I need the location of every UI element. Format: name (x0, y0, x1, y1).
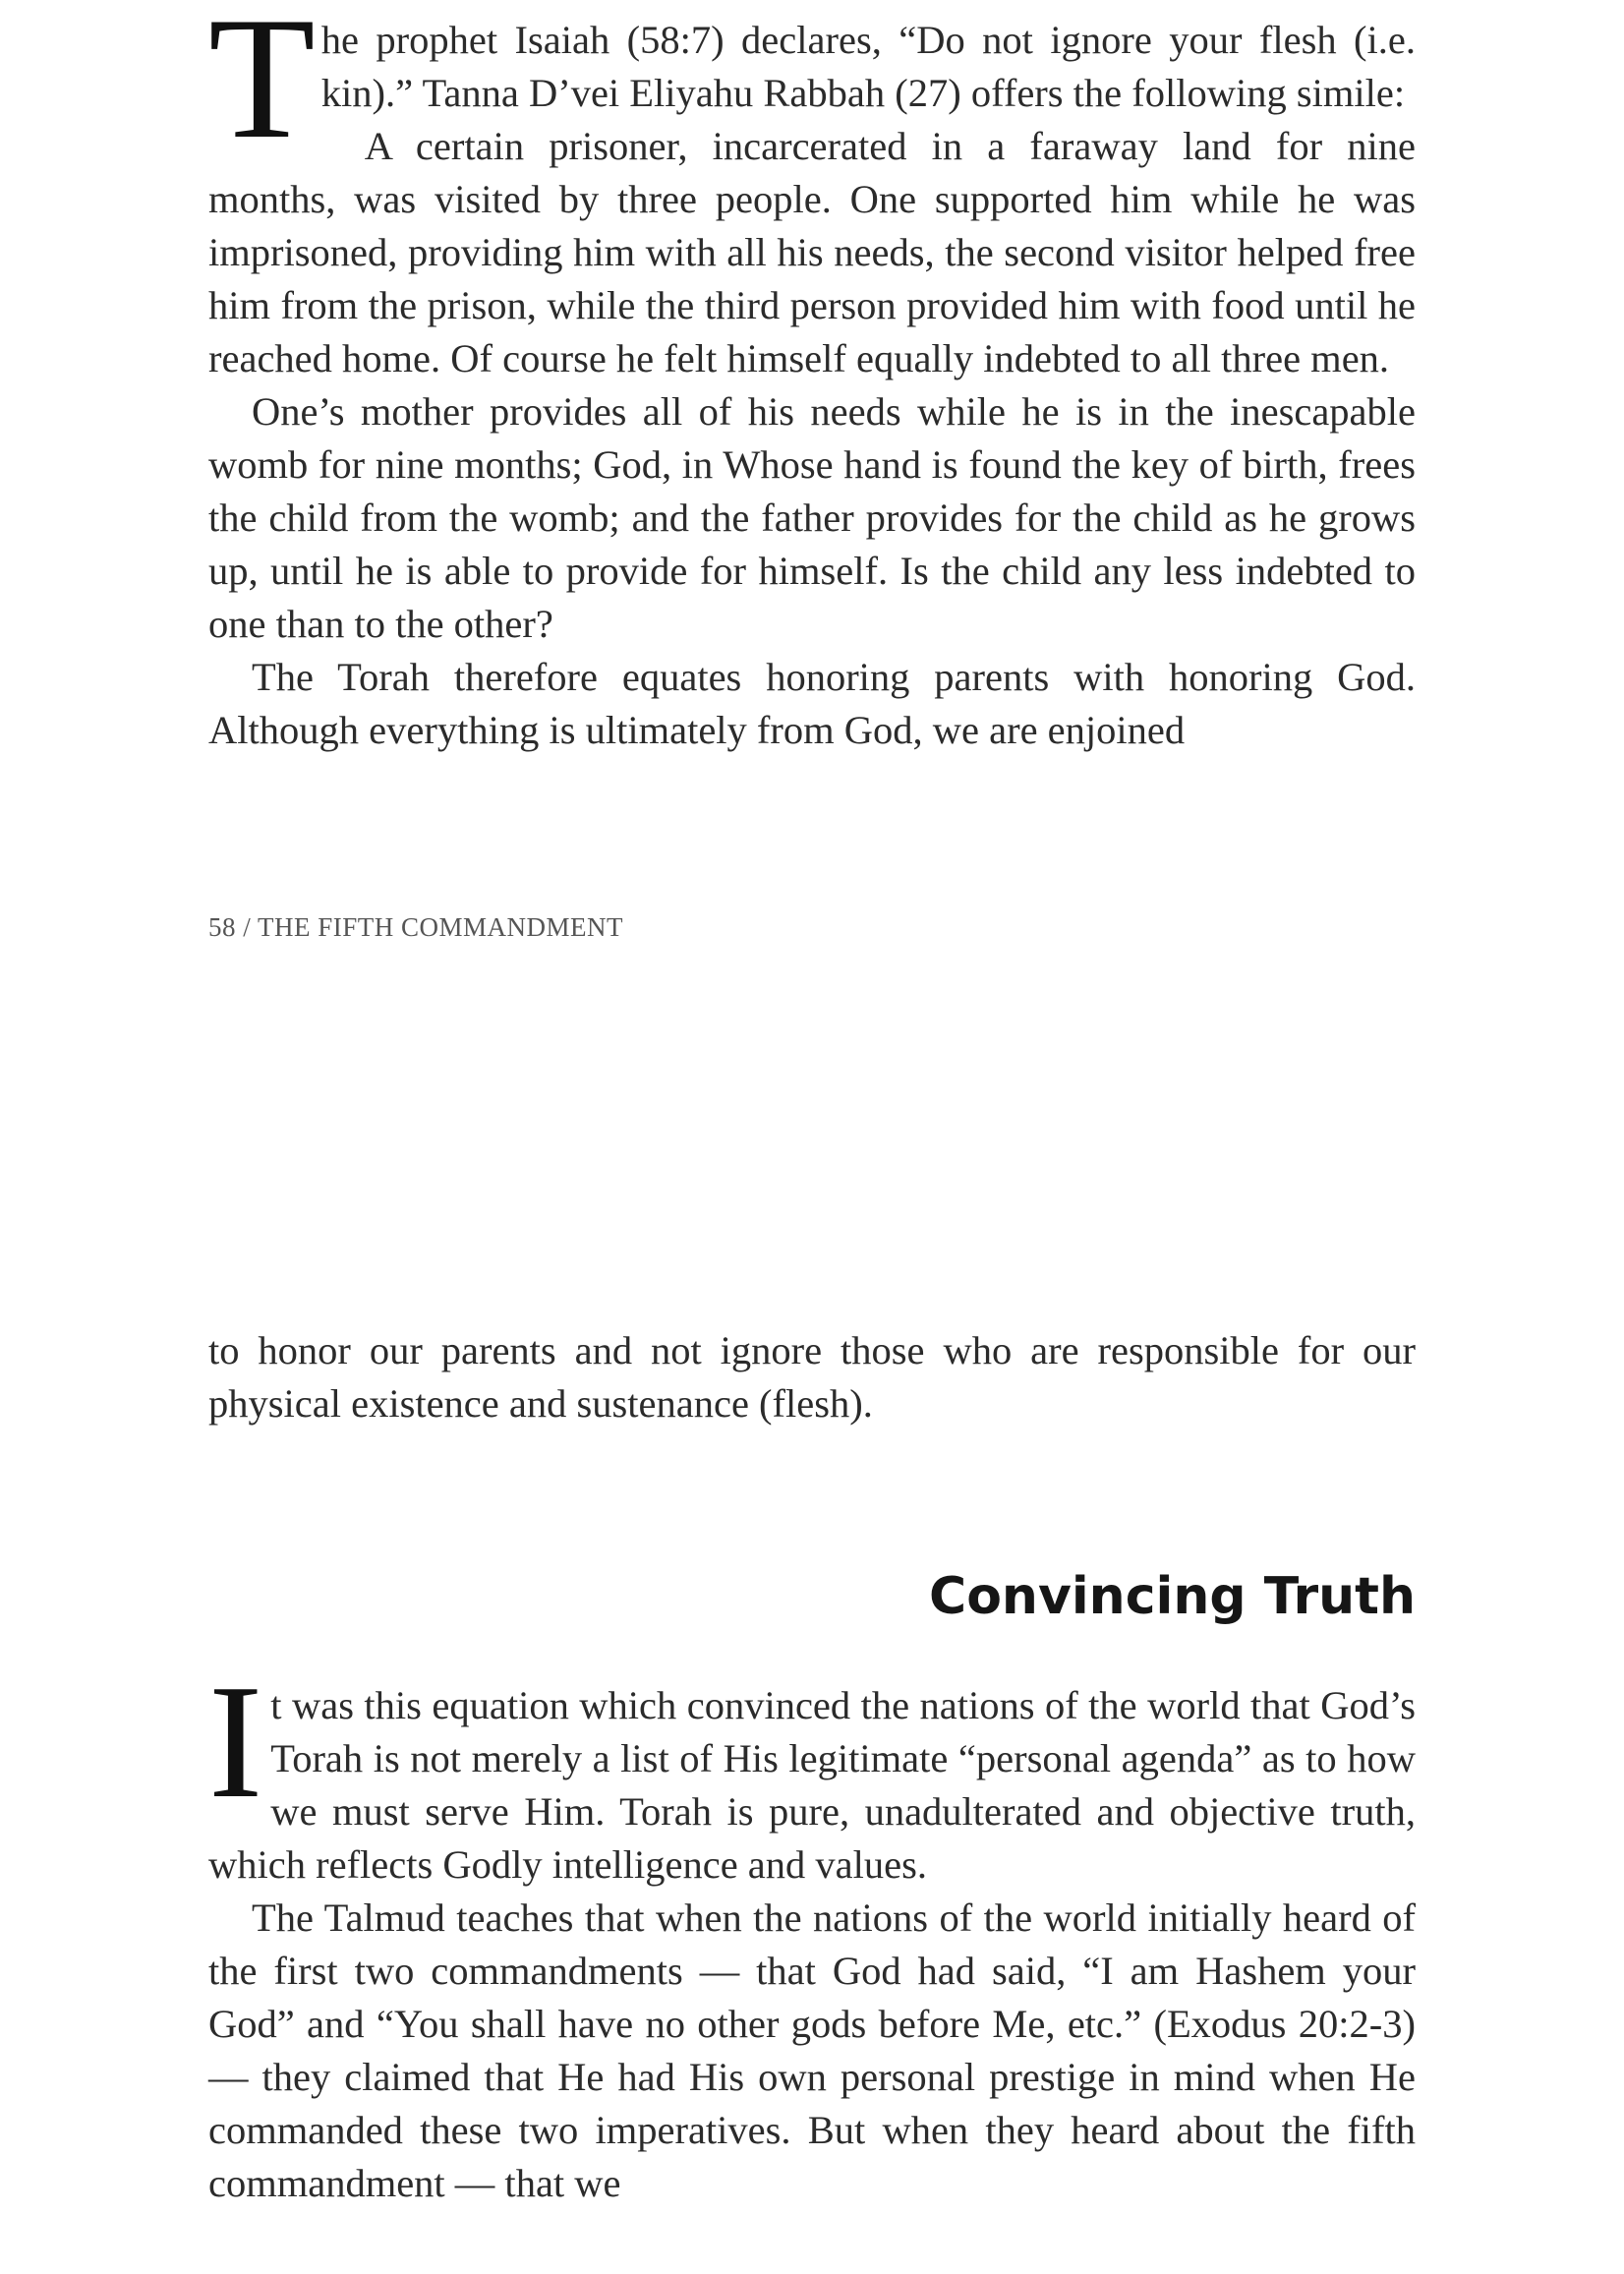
next-page-continuation (208, 1324, 1416, 1430)
section-heading: Convincing Truth (929, 1567, 1416, 1626)
prisoner-simile-paragraph: A certain prisoner, incarcerated in a faraway land for nine months, was visited by three people. One supported him while he was imprisoned, providing him with all his needs, the second visitor helped free him from the prison, while the third person provided him with food until he reached home. Of course he felt himself equally indebted to all three men. (208, 124, 1416, 380)
mother-analogy-paragraph: One’s mother provides all of his needs while he is in the inescapable womb for nine months; God, in Whose hand is found the key of birth, frees the child from the womb; and the father provides for the child as he grows up, until he is able to provide for himself. Is the child any less indebted to one than to the other? (208, 389, 1416, 646)
page-top-section (208, 0, 1416, 757)
opening-paragraph-text: he prophet Isaiah (58:7) declares, “Do not ignore your flesh (i.e. kin).” Tanna D’vei Eliyahu Rabbah (27) offers the following simile: (320, 18, 1416, 115)
convincing-truth-section (208, 1651, 1416, 2210)
talmud-paragraph: The Talmud teaches that when the nations of the world initially heard of the first two commandments — that God had said, “I am Hashem your God” and “You shall have no other gods before Me, etc.” (Exodus 20:2-3) — they claimed that He had His own personal prestige in mind when He commanded these two imperatives. But when they heard about the fifth commandment — that we (208, 1895, 1416, 2205)
torah-equates-paragraph: The Torah therefore equates honoring parents with honoring God. Although everything is ultimately from God, we are enjoined (208, 655, 1416, 752)
drop-cap-letter: I (208, 1651, 263, 1832)
section-opening-paragraph (208, 1651, 1416, 1892)
opening-paragraph (208, 0, 1416, 175)
continuation-paragraph: to honor our parents and not ignore those who are responsible for our physical existence and sustenance (flesh). (208, 1328, 1416, 1426)
running-footer: 58 / THE FIFTH COMMANDMENT (208, 912, 624, 942)
drop-cap-letter: T (208, 0, 316, 175)
section-opening-text: t was this equation which convinced the nations of the world that God’s Torah is not merely a list of His legitimate “personal agenda” as to how we must serve Him. Torah is pure, unadulterated and objective truth, which reflects Godly intelligence and values. (208, 1683, 1416, 1887)
